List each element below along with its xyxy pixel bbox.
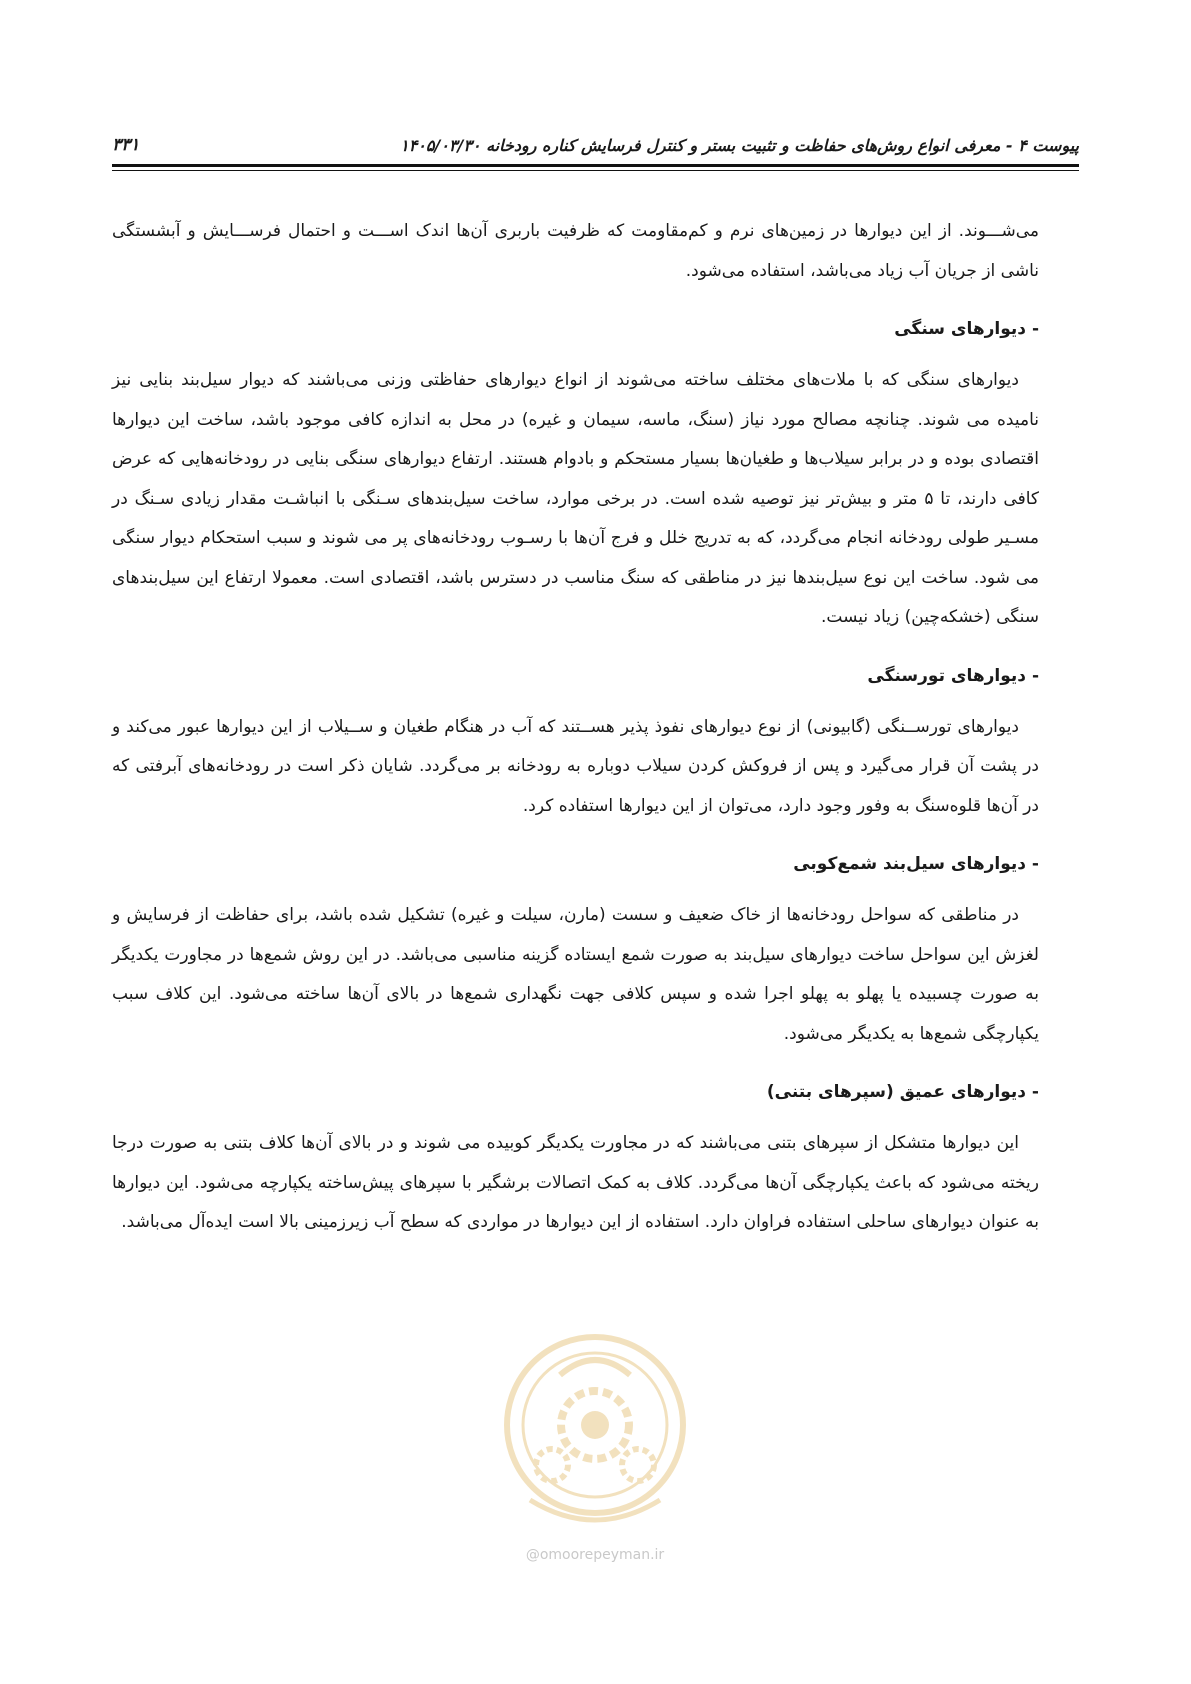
paragraph-intro: می‌شـــوند. از این دیوارها در زمین‌های نرم و کم‌مقاومت که ظرفیت باربری آن‌ها اندک اســـت و احتمال فرســـایش و آبشستگی ناشی از جریان آب زیاد می‌باشد، استفاده می‌شود. [112, 221, 1039, 281]
header-title: پیوست ۴ - معرفی انواع روش‌های حفاظت و تثبیت بستر و کنترل فرسایش کناره رودخانه ۱۴۰۵/۰۳/۳۰ [400, 135, 1079, 155]
body-text [112, 212, 1039, 1243]
header-rule-thin [112, 170, 1079, 171]
paragraph-pile-walls: در مناطقی که سواحل رودخانه‌ها از خاک ضعیف و سست (مارن، سیلت و غیره) تشکیل شده باشد، برای حفاظت از فرسایش و لغزش این سواحل ساخت دیوارهای سیل‌بند به صورت شمع ایستاده گزینه مناسبی می‌باشد. در این روش شمع‌ها در مجاورت یکدیگر به صورت چسبیده یا پهلو به پهلو اجرا شده و سپس کلافی جهت نگهداری شمع‌ها در بالای آن‌ها ساخته می‌شود. این کلاف سبب یکپارچگی شمع‌ها به یکدیگر می‌شود. [112, 905, 1039, 1044]
heading-gabion-walls: - دیوارهای تورسنگی [867, 665, 1039, 686]
watermark-seal-icon [490, 1315, 700, 1545]
watermark-text: @omoorepeyman.ir [525, 1547, 665, 1563]
heading-pile-walls: - دیوارهای سیل‌بند شمع‌کوبی [793, 854, 1039, 874]
header-rule-thick [112, 164, 1079, 167]
paragraph-gabion-walls: دیوارهای تورســنگی (گابیونی) از نوع دیوارهای نفوذ پذیر هســتند که آب در هنگام طغیان و ســیلاب از این دیوارها عبور می‌کند و در پشت آن قرار می‌گیرد و پس از فروکش کردن سیلاب دوباره به رودخانه بر می‌گردد. شایان ذکر است در رودخانه‌های آبرفتی که در آن‌ها قلوه‌سنگ به وفور وجود دارد، می‌توان از این دیوارها استفاده کرد. [112, 716, 1039, 816]
heading-stone-walls: - دیوارهای سنگی [894, 319, 1039, 339]
heading-sheet-pile-walls: - دیوارهای عمیق (سپرهای بتنی) [766, 1082, 1039, 1102]
page-number: ۳۳۱ [112, 135, 140, 155]
paragraph-sheet-pile-walls: این دیوارها متشکل از سپرهای بتنی می‌باشند که در مجاورت یکدیگر کوبیده می شوند و در بالای آن‌ها کلاف بتنی به صورت درجا ریخته می‌شود که باعث یکپارچگی آن‌ها می‌گردد. کلاف به کمک اتصالات برشگیر با سپرهای پیش‌ساخته یکپارچه می‌شود. این دیوارها به عنوان دیوارهای ساحلی استفاده فراوان دارد. استفاده از این دیوارها در مواردی که سطح آب زیرزمینی بالا است ایده‌آل می‌باشد. [112, 1133, 1039, 1232]
paragraph-stone-walls: دیوارهای سنگی که با ملات‌های مختلف ساخته می‌شوند از انواع دیوارهای حفاظتی وزنی می‌باشند که دیوار سیل‌بند بنایی نیز نامیده می شوند. چنانچه مصالح مورد نیاز (سنگ، ماسه، سیمان و غیره) در محل به اندازه کافی موجود باشد، ساخت این دیوارها اقتصادی بوده و در برابر سیلاب‌ها و طغیان‌ها بسیار مستحکم و بادوام هستند. ارتفاع دیوارهای سنگی بنایی در رودخانه‌هایی که عرض کافی دارند، تا ۵ متر و بیش‌تر نیز توصیه شده است. در برخی موارد، ساخت سیل‌بندهای سـنگی با انباشـت مقدار زیادی سـنگ در مسـیر طولی رودخانه انجام می‌گردد، که به تدریج خلل و فرج آن‌ها با رسـوب رودخانه‌های پر می شوند و سبب استحکام دیوار سنگی می شود. ساخت این نوع سیل‌بندها نیز در مناطقی که سنگ مناسب در دسترس باشد، اقتصادی است. معمولا ارتفاع این سیل‌بندهای سنگی (خشکه‌چین) زیاد نیست. [112, 370, 1039, 627]
page-header [112, 128, 1079, 162]
